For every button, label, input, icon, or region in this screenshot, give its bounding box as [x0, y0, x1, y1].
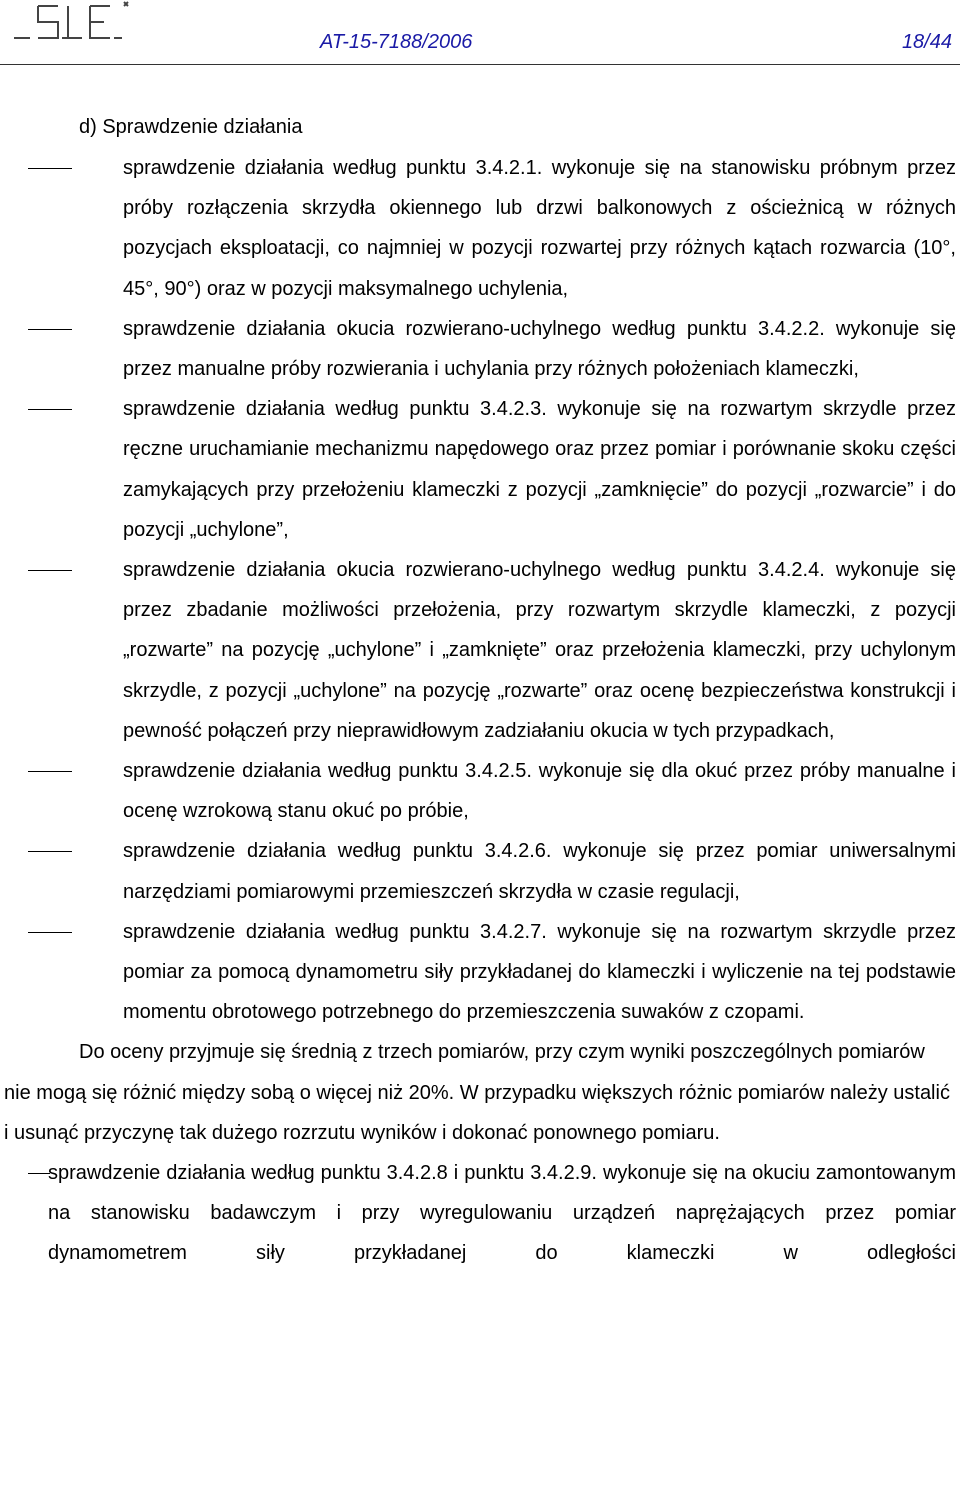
dash-bullet-icon — [28, 771, 72, 772]
list-item — [123, 912, 956, 1033]
dash-bullet-icon — [28, 570, 72, 571]
list-item — [123, 148, 956, 309]
list-item-text: sprawdzenie działania według punktu 3.4.2.8 i punktu 3.4.2.9. wykonuje się na okuciu zamontowanym na stanowisku badawczym i przy wyregulowaniu urządzeń naprężających przez pomiar dynamometrem siły przykładanej do klameczki w odległości — [48, 1162, 956, 1265]
body-paragraph: Do oceny przyjmuje się średnią z trzech pomiarów, przy czym wyniki poszczególnych pomiarów nie mogą się różnić między sobą o więcej niż 20%. W przypadku większych różnic pomiarów należy ustalić i usunąć przyczynę tak dużego rozrzutu wyników i dokonać ponownego pomiaru. — [4, 1041, 950, 1144]
page-number: 18/44 — [901, 31, 952, 53]
list-item — [48, 1153, 956, 1274]
list-item — [123, 831, 956, 911]
logo-icon — [0, 0, 140, 50]
list-item — [123, 550, 956, 751]
section-heading: d) Sprawdzenie działania — [79, 116, 303, 138]
document-number: AT-15-7188/2006 — [320, 31, 473, 53]
list-item — [123, 309, 956, 389]
list-item-text: sprawdzenie działania według punktu 3.4.2.7. wykonuje się na rozwartym skrzydle przez pomiar za pomocą dynamometru siły przykładanej do klameczki i wyliczenie na tej podstawie momentu obrotowego potrzebnego do przemieszczenia suwaków z czopami. — [123, 920, 956, 1024]
dash-bullet-icon — [28, 329, 72, 330]
dash-bullet-icon — [28, 409, 72, 410]
list-item — [123, 389, 956, 550]
list-item — [123, 751, 956, 831]
check-list — [0, 148, 960, 1274]
list-item-text: sprawdzenie działania według punktu 3.4.2.1. wykonuje się na stanowisku próbnym przez próby rozłączenia skrzydła okiennego lub drzwi balkonowych z ościeżnicą w różnych pozycjach eksploatacji, co najmniej w pozycji rozwartej przy różnych kątach rozwarcia (10°, 45°, 90°) oraz w pozycji maksymalnego uchylenia, — [123, 157, 956, 300]
list-item-text: sprawdzenie działania okucia rozwierano-uchylnego według punktu 3.4.2.2. wykonuje się przez manualne próby rozwierania i uchylania przy różnych położeniach klameczki, — [123, 317, 956, 381]
dash-bullet-icon — [28, 932, 72, 933]
document-header — [320, 31, 952, 54]
dash-bullet-icon — [28, 168, 72, 169]
header-divider — [0, 64, 960, 65]
dash-bullet-icon — [28, 1173, 50, 1174]
list-item-text: sprawdzenie działania okucia rozwierano-uchylnego według punktu 3.4.2.4. wykonuje się przez zbadanie możliwości przełożenia, przy rozwartym skrzydle klameczki, z pozycji „rozwarte” na pozycję „uchylone” i „zamknięte” oraz przełożenia klameczki, przy uchylonym skrzydle, z pozycji „uchylone” na pozycję „rozwarte” oraz ocenę bezpieczeństwa konstrukcji i pewność połączeń przy nieprawidłowym zadziałaniu okucia w tych przypadkach, — [123, 559, 956, 742]
list-item-text: sprawdzenie działania według punktu 3.4.2.3. wykonuje się na rozwartym skrzydle przez ręczne uruchamianie mechanizmu napędowego oraz przez pomiar i porównanie skoku części zamykających przy przełożeniu klameczki z pozycji „zamknięcie” do pozycji „rozwarcie” i do pozycji „uchylone”, — [123, 398, 956, 541]
dash-bullet-icon — [28, 851, 72, 852]
list-item-text: sprawdzenie działania według punktu 3.4.2.6. wykonuje się przez pomiar uniwersalnymi narzędziami pomiarowymi przemieszczeń skrzydła w czasie regulacji, — [123, 840, 956, 903]
list-item-text: sprawdzenie działania według punktu 3.4.2.5. wykonuje się dla okuć przez próby manualne i ocenę wzrokową stanu okuć po próbie, — [123, 760, 956, 823]
